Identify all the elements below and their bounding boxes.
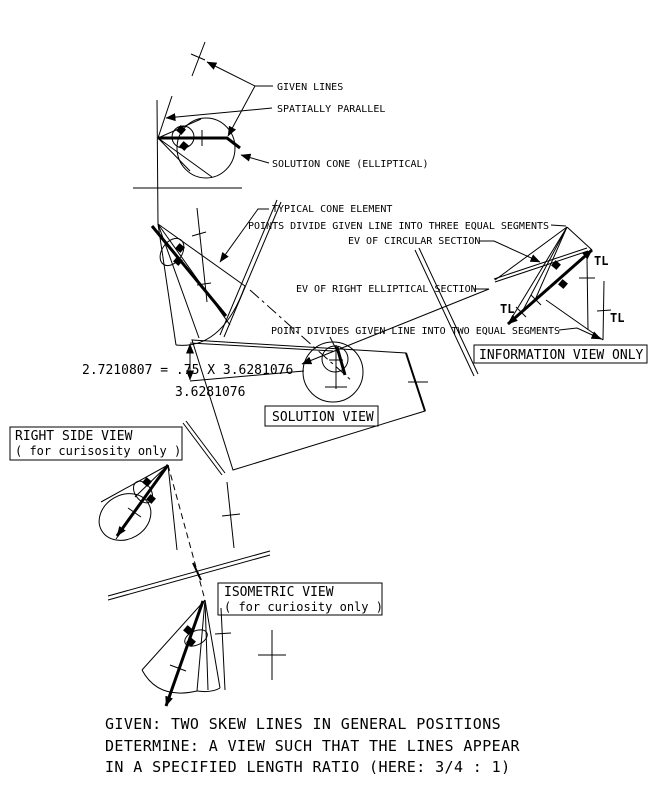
information-view-title: INFORMATION VIEW ONLY xyxy=(479,348,644,363)
reference-length-value: 3.6281076 xyxy=(175,385,246,400)
points-divide-three-label: POINTS DIVIDE GIVEN LINE INTO THREE EQUAL SEGMENTS xyxy=(248,221,550,232)
solution-view-title: SOLUTION VIEW xyxy=(272,410,374,425)
caption-line-1: GIVEN: TWO SKEW LINES IN GENERAL POSITIONS xyxy=(105,715,502,733)
spatially-parallel-label: SPATIALLY PARALLEL xyxy=(277,104,386,115)
caption-line-2: DETERMINE: A VIEW SUCH THAT THE LINES APPEAR xyxy=(105,737,520,755)
top-view-drawing xyxy=(133,42,429,224)
solution-cone-label: SOLUTION CONE (ELLIPTICAL) xyxy=(272,159,429,170)
isometric-view-title: ISOMETRIC VIEW xyxy=(224,585,334,600)
right-side-view-subtitle: ( for curisosity only ) xyxy=(15,444,182,458)
point-divides-two-label: POINT DIVIDES GIVEN LINE INTO TWO EQUAL SEGMENTS xyxy=(271,326,560,337)
ratio-equation-value: 2.7210807 = .75 X 3.6281076 xyxy=(82,363,294,378)
caption-line-3: IN A SPECIFIED LENGTH RATIO (HERE: 3/4 : 1) xyxy=(105,758,511,776)
tl-label-2: TL xyxy=(500,302,515,316)
right-side-view-drawing xyxy=(10,421,225,600)
given-lines-label: GIVEN LINES xyxy=(277,82,344,93)
tl-label-1: TL xyxy=(594,254,609,268)
ev-right-elliptical-label: EV OF RIGHT ELLIPTICAL SECTION xyxy=(296,284,477,295)
information-view-drawing xyxy=(474,227,647,363)
problem-statement xyxy=(105,715,521,776)
isometric-view-subtitle: ( for curiosity only ) xyxy=(224,600,383,614)
ev-circular-section-label: EV OF CIRCULAR SECTION xyxy=(348,236,481,247)
typical-cone-element-label: TYPICAL CONE ELEMENT xyxy=(272,204,393,215)
right-side-view-title: RIGHT SIDE VIEW xyxy=(15,429,133,444)
tl-label-3: TL xyxy=(610,311,625,325)
isometric-view-drawing xyxy=(108,551,383,706)
